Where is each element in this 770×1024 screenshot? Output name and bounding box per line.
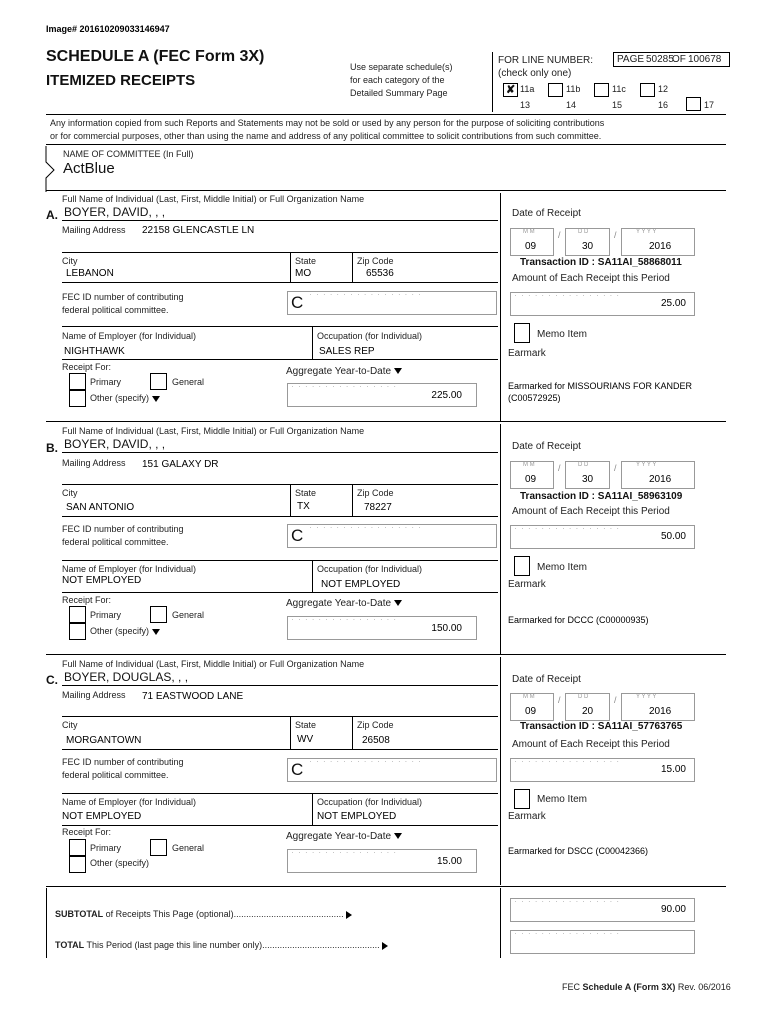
entry-b-aggregate-label [286,598,402,609]
of-label: OF [672,54,686,65]
entry-b-dd-hint: D D [578,462,589,468]
entry-c-other-label: Other (specify) [90,858,150,868]
entry-c-occupation: NOT EMPLOYED [317,811,397,822]
separate-note-3: Detailed Summary Page [350,88,448,98]
subtotal-value: 90.00 [660,904,686,915]
page-number-box [613,52,730,67]
entry-b-city-label: City [62,488,78,498]
entry-b-general-label: General [172,610,205,620]
entry-b-zip: 78227 [364,502,392,513]
entry-b-earmark-text-1: Earmarked for DCCC (C00000935) [508,615,649,625]
entry-c-employer-label: Name of Employer (for Individual) [62,797,197,807]
entry-b-occupation: NOT EMPLOYED [321,579,401,590]
entry-b-state-label: State [295,488,317,498]
entry-c-address-label: Mailing Address [62,690,126,700]
entry-a-day-field[interactable] [565,228,610,256]
entry-b-aggregate-value: 150.00 [431,623,462,634]
entry-a-earmark-label: Earmark [508,348,546,359]
entry-c-general-label: General [172,843,205,853]
entry-b-city: SAN ANTONIO [66,502,135,513]
schedule-subtitle: ITEMIZED RECEIPTS [46,72,196,89]
entry-c-city: MORGANTOWN [66,735,142,746]
entry-a-general-checkbox[interactable] [150,373,167,390]
entry-c-zip: 26508 [362,735,390,746]
line-12-checkbox[interactable] [640,83,655,97]
entry-a-name-label: Full Name of Individual (Last, First, Middle Initial) or Full Organization Name [62,194,365,204]
line-17-checkbox[interactable] [686,97,701,111]
entry-b-fec-label-2: federal political committee. [62,537,169,547]
entry-a-general-label: General [172,377,205,387]
entry-c-primary-label: Primary [90,843,121,853]
footer-bold: Schedule A (Form 3X) [582,982,676,992]
entry-c-fec-label-2: federal political committee. [62,770,169,780]
check-only-one-label: (check only one) [498,68,572,79]
entry-b-name-label: Full Name of Individual (Last, First, Middle Initial) or Full Organization Name [62,426,365,436]
entry-c-occupation-label: Occupation (for Individual) [317,797,423,807]
entry-a-aggregate-field[interactable]: ' ' ' ' ' ' ' ' ' ' ' ' ' ' ' ' 225.00 [287,383,477,407]
arrow-right-icon [382,942,388,950]
entry-c-address: 71 EASTWOOD LANE [142,691,244,702]
entry-b-other-checkbox[interactable] [69,623,86,640]
entry-c-dd-hint: D D [578,694,589,700]
entry-a-fec-label-2: federal political committee. [62,305,169,315]
image-id: Image# 201610209033146947 [46,24,170,34]
entry-b-other-label [90,626,160,636]
entry-a-primary-checkbox[interactable] [69,373,86,390]
entry-a-fec-c: C [291,293,304,312]
entry-b-transaction-id: Transaction ID : SA11AI_58963109 [520,491,683,502]
entry-c-memo-label: Memo Item [537,794,588,805]
entry-b-zip-label: Zip Code [357,488,394,498]
page-label: PAGE [617,54,645,65]
entry-a-city: LEBANON [66,268,114,279]
entry-b-employer: NOT EMPLOYED [62,575,142,586]
committee-label: NAME OF COMMITTEE (In Full) [63,149,194,159]
subtotal-bold: SUBTOTAL [55,909,104,919]
disclaimer-line-1: Any information copied from such Reports and Statements may not be sold or used by any person for the purpose of soliciting contributions [50,118,605,128]
entry-b-memo-checkbox[interactable] [514,556,530,576]
separate-note-2: for each category of the [350,75,445,85]
entry-c-aggregate-label [286,831,402,842]
entry-a-date-label: Date of Receipt [512,208,581,219]
entry-b-receipt-for-label: Receipt For: [62,595,112,605]
entry-a-zip-label: Zip Code [357,256,394,266]
entry-a-month: 09 [525,241,537,252]
entry-b-state: TX [297,501,310,512]
entry-b-amount-label: Amount of Each Receipt this Period [512,506,670,517]
entry-b-primary-checkbox[interactable] [69,606,86,623]
chevron-down-icon [394,833,402,839]
entry-c-year-field[interactable] [621,693,695,721]
separate-note-1: Use separate schedule(s) [350,62,453,72]
entry-c-earmark-text-1: Earmarked for DSCC (C00042366) [508,846,649,856]
arrow-right-icon [346,911,352,919]
entry-b-letter: B. [46,441,58,455]
entry-c-memo-checkbox[interactable] [514,789,530,809]
entry-a-occupation: SALES REP [319,346,375,357]
entry-a-dd-hint: D D [578,229,589,235]
entry-b-month-field[interactable] [510,461,554,489]
line-11b-label: 11b [566,84,581,94]
entry-b-fec-label-1: FEC ID number of contributing [62,524,184,534]
entry-a-address: 22158 GLENCASTLE LN [142,225,255,236]
total-bold: TOTAL [55,940,85,950]
entry-a-aggregate-label [286,366,402,377]
chevron-down-icon [394,368,402,374]
entry-a-name: BOYER, DAVID, , , [64,205,166,219]
line-16-label: 16 [658,100,669,110]
entry-c-employer: NOT EMPLOYED [62,811,142,822]
line-11c-label: 11c [612,84,626,94]
entry-b-employer-label: Name of Employer (for Individual) [62,564,197,574]
entry-c-earmark-label: Earmark [508,811,546,822]
entry-c-letter: C. [46,673,58,687]
entry-a-memo-checkbox[interactable] [514,323,530,343]
entry-a-zip: 65536 [366,268,394,279]
entry-c-day-field[interactable] [565,693,610,721]
chevron-down-icon [394,600,402,606]
entry-c-yyyy-hint: Y Y Y Y [636,694,657,700]
entry-a-year: 2016 [649,241,672,252]
entry-a-state: MO [295,268,312,279]
entry-c-amount-label: Amount of Each Receipt this Period [512,739,670,750]
entry-b-amount-field[interactable]: ' ' ' ' ' ' ' ' ' ' ' ' ' ' ' ' 50.00 [510,525,695,549]
entry-c-month-field[interactable] [510,693,554,721]
entry-c-fec-id-field[interactable]: C ' ' ' ' ' ' ' ' ' ' ' ' ' ' ' ' ' [287,758,497,782]
committee-bracket [44,146,60,192]
total-label [55,940,388,950]
line-13-label: 13 [520,100,531,110]
entry-b-day: 30 [582,474,594,485]
for-line-number-label: FOR LINE NUMBER: [498,55,594,66]
entry-a-mm-hint: M M [523,229,535,235]
entry-c-name: BOYER, DOUGLAS, , , [64,670,189,684]
page-total: 100678 [688,54,722,65]
entry-c-state: WV [297,734,314,745]
total-field[interactable]: ' ' ' ' ' ' ' ' ' ' ' ' ' ' ' ' [510,930,695,954]
entry-c-zip-label: Zip Code [357,720,394,730]
line-11c-checkbox[interactable] [594,83,609,97]
entry-b-year-field[interactable] [621,461,695,489]
entry-b-year: 2016 [649,474,672,485]
schedule-title: SCHEDULE A (FEC Form 3X) [46,48,265,65]
entry-a-earmark-text-2: (C00572925) [508,393,561,403]
chevron-down-icon [152,396,160,402]
entry-c-date-label: Date of Receipt [512,674,581,685]
entry-a-fec-id-field[interactable]: C ' ' ' ' ' ' ' ' ' ' ' ' ' ' ' ' ' [287,291,497,315]
entry-a-city-label: City [62,256,78,266]
entry-a-month-field[interactable] [510,228,554,256]
entry-c-name-label: Full Name of Individual (Last, First, Middle Initial) or Full Organization Name [62,659,365,669]
footer-prefix: FEC [562,982,583,992]
entry-a-earmark-text-1: Earmarked for MISSOURIANS FOR KANDER [508,381,693,391]
entry-b-month: 09 [525,474,537,485]
entry-c-state-label: State [295,720,317,730]
entry-c-general-checkbox[interactable] [150,839,167,856]
entry-a-yyyy-hint: Y Y Y Y [636,229,657,235]
entry-c-mm-hint: M M [523,694,535,700]
entry-c-aggregate-value: 15.00 [436,856,462,867]
entry-c-city-label: City [62,720,78,730]
entry-b-earmark-label: Earmark [508,579,546,590]
subtotal-label [55,909,352,919]
entry-c-year: 2016 [649,706,672,717]
footer-suffix: Rev. 06/2016 [675,982,731,992]
entry-a-other-label [90,393,160,403]
entry-c-aggregate-field[interactable]: ' ' ' ' ' ' ' ' ' ' ' ' ' ' ' ' 15.00 [287,849,477,873]
entry-a-occupation-label: Occupation (for Individual) [317,331,423,341]
committee-name: ActBlue [63,160,115,177]
line-17-label: 17 [704,100,715,110]
entry-c-amount-field[interactable]: ' ' ' ' ' ' ' ' ' ' ' ' ' ' ' ' 15.00 [510,758,695,782]
total-rest: This Period (last page this line number only)............................................... [84,940,380,950]
entry-a-primary-label: Primary [90,377,121,387]
entry-b-address-label: Mailing Address [62,458,126,468]
entry-c-receipt-for-label: Receipt For: [62,827,112,837]
entry-b-other-text: Other (specify) [90,626,150,636]
entry-a-employer-label: Name of Employer (for Individual) [62,331,197,341]
entry-c-fec-label-1: FEC ID number of contributing [62,757,184,767]
entry-a-receipt-for-label: Receipt For: [62,362,112,372]
entry-c-primary-checkbox[interactable] [69,839,86,856]
entry-b-memo-label: Memo Item [537,562,588,573]
entry-b-aggregate-text: Aggregate Year-to-Date [286,598,392,609]
line-15-label: 15 [612,100,623,110]
line-12-label: 12 [658,84,669,94]
entry-a-amount-field[interactable]: ' ' ' ' ' ' ' ' ' ' ' ' ' ' ' ' 25.00 [510,292,695,316]
entry-b-aggregate-field[interactable]: ' ' ' ' ' ' ' ' ' ' ' ' ' ' ' ' 150.00 [287,616,477,640]
entry-c-day: 20 [582,706,594,717]
entry-a-amount-label: Amount of Each Receipt this Period [512,273,670,284]
entry-a-year-field[interactable] [621,228,695,256]
entry-a-aggregate-text: Aggregate Year-to-Date [286,366,392,377]
entry-a-day: 30 [582,241,594,252]
entry-b-yyyy-hint: Y Y Y Y [636,462,657,468]
entry-a-state-label: State [295,256,317,266]
entry-b-primary-label: Primary [90,610,121,620]
entry-a-other-text: Other (specify) [90,393,150,403]
entry-a-amount-value: 25.00 [660,298,686,309]
entry-a-memo-label: Memo Item [537,329,588,340]
entry-c-other-checkbox[interactable] [69,856,86,873]
entry-b-mm-hint: M M [523,462,535,468]
entry-b-date-label: Date of Receipt [512,441,581,452]
line-11b-checkbox[interactable] [548,83,563,97]
entry-c-month: 09 [525,706,537,717]
entry-a-letter: A. [46,208,58,222]
form-footer [562,982,731,992]
entry-c-transaction-id: Transaction ID : SA11AI_57763765 [520,721,683,732]
entry-a-other-checkbox[interactable] [69,390,86,407]
entry-b-address: 151 GALAXY DR [142,459,219,470]
disclaimer-line-2: or for commercial purposes, other than using the name and address of any political committee to solicit contributions from such committee. [50,131,602,141]
subtotal-rest: of Receipts This Page (optional)............................................ [103,909,344,919]
subtotal-field[interactable]: ' ' ' ' ' ' ' ' ' ' ' ' ' ' ' ' 90.00 [510,898,695,922]
entry-c-amount-value: 15.00 [660,764,686,775]
entry-a-fec-label-1: FEC ID number of contributing [62,292,184,302]
entry-b-fec-id-field[interactable]: C ' ' ' ' ' ' ' ' ' ' ' ' ' ' ' ' ' [287,524,497,548]
entry-b-general-checkbox[interactable] [150,606,167,623]
chevron-down-icon [152,629,160,635]
entry-a-aggregate-value: 225.00 [431,390,462,401]
entry-c-fec-c: C [291,760,304,779]
page-number: 50285 [646,54,674,65]
line-14-label: 14 [566,100,577,110]
entry-b-name: BOYER, DAVID, , , [64,437,166,451]
entry-a-employer: NIGHTHAWK [64,346,125,357]
entry-b-day-field[interactable] [565,461,610,489]
entry-b-fec-c: C [291,526,304,545]
entry-c-aggregate-text: Aggregate Year-to-Date [286,831,392,842]
entry-b-amount-value: 50.00 [660,531,686,542]
line-11a-checkbox[interactable]: ✘ [503,83,518,97]
line-11a-label: 11a [520,84,535,94]
entry-a-transaction-id: Transaction ID : SA11AI_58868011 [520,257,682,268]
entry-a-address-label: Mailing Address [62,225,126,235]
entry-b-occupation-label: Occupation (for Individual) [317,564,423,574]
